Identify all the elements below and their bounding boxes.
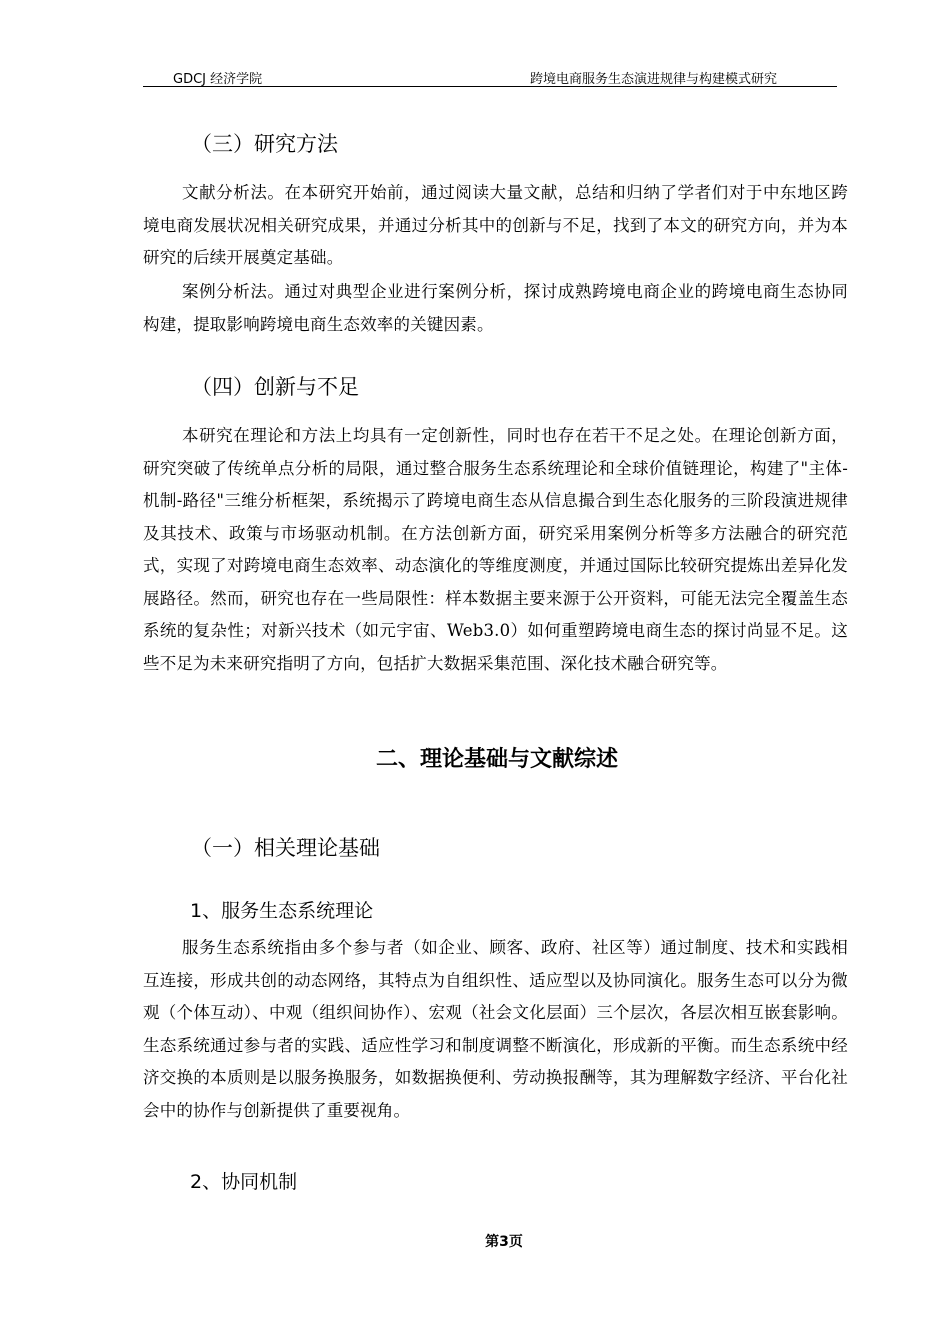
section-4-title: （四）创新与不足	[191, 375, 359, 399]
chapter-2-section-1-title: （一）相关理论基础	[191, 836, 380, 860]
header-paper-title: 跨境电商服务生态演进规律与构建模式研究	[529, 72, 777, 87]
header-institution: GDCJ 经济学院	[173, 72, 263, 87]
subsection-synergy-title: 2、协同机制	[190, 1171, 298, 1193]
page-header	[143, 64, 837, 87]
section-3-title: （三）研究方法	[191, 132, 338, 156]
chapter-2-title: 二、理论基础与文献综述	[376, 747, 619, 772]
subsection-service-ecosystem-title: 1、服务生态系统理论	[190, 900, 374, 922]
page-number: 第3页	[485, 1234, 523, 1250]
paragraph-literature-method: 文献分析法。在本研究开始前，通过阅读大量文献，总结和归纳了学者们对于中东地区跨境电商发展状况相关研究成果，并通过分析其中的创新与不足，找到了本文的研究方向，并为本研究的后续开展奠定基础。	[143, 183, 848, 267]
paragraph-innovation: 本研究在理论和方法上均具有一定创新性，同时也存在若干不足之处。在理论创新方面，研究突破了传统单点分析的局限，通过整合服务生态系统理论和全球价值链理论，构建了"主体-机制-路径"三维分析框架，系统揭示了跨境电商生态从信息撮合到生态化服务的三阶段演进规律及其技术、政策与市场驱动机制。在方法创新方面，研究采用案例分析等多方法融合的研究范式，实现了对跨境电商生态效率、动态演化的等维度测度，并通过国际比较研究提炼出差异化发展路径。然而，研究也存在一些局限性：样本数据主要来源于公开资料，可能无法完全覆盖生态系统的复杂性；对新兴技术（如元宇宙、Web3.0）如何重塑跨境电商生态的探讨尚显不足。这些不足为未来研究指明了方向，包括扩大数据采集范围、深化技术融合研究等。	[143, 426, 848, 673]
paragraph-service-ecosystem: 服务生态系统指由多个参与者（如企业、顾客、政府、社区等）通过制度、技术和实践相互连接，形成共创的动态网络，其特点为自组织性、适应型以及协同演化。服务生态可以分为微观（个体互动）、中观（组织间协作）、宏观（社会文化层面）三个层次，各层次相互嵌套影响。生态系统通过参与者的实践、适应性学习和制度调整不断演化，形成新的平衡。而生态系统中经济交换的本质则是以服务换服务，如数据换便利、劳动换报酬等，其为理解数字经济、平台化社会中的协作与创新提供了重要视角。	[143, 938, 848, 1120]
paragraph-case-method: 案例分析法。通过对典型企业进行案例分析，探讨成熟跨境电商企业的跨境电商生态协同构建，提取影响跨境电商生态效率的关键因素。	[143, 282, 848, 334]
